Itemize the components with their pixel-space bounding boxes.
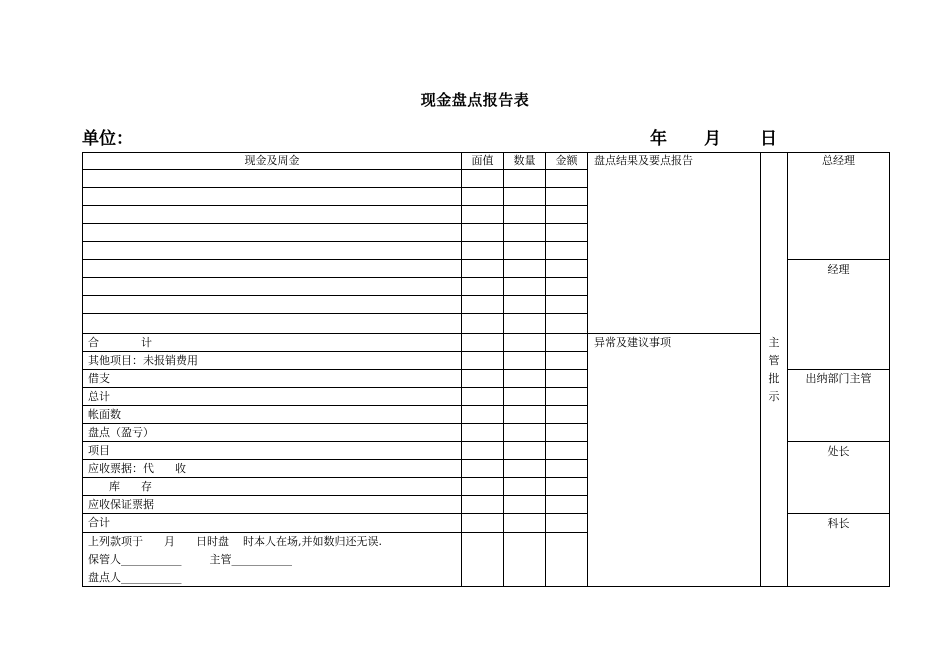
row-label-count-diff: 盘点（盈亏） [88, 426, 154, 439]
approval-char: 管 [768, 354, 780, 367]
row-line [82, 259, 587, 260]
row-line [82, 423, 587, 424]
row-label-guarantee-notes: 应收保证票据 [88, 498, 154, 511]
sign-manager: 经理 [827, 263, 850, 276]
form-border-top [82, 152, 890, 153]
unit-label: 单位： [82, 129, 133, 149]
header-anomaly: 异常及建议事项 [594, 336, 671, 349]
row-label-stock: 库 存 [88, 480, 152, 493]
header-cash: 现金及周金 [244, 154, 300, 167]
col-line-approval-left [760, 152, 761, 587]
row-line [82, 513, 587, 514]
date-day-label: 日 [760, 129, 777, 149]
row-label-subtotal: 合 计 [88, 336, 152, 349]
row-line [82, 241, 587, 242]
form-border-bottom [82, 586, 890, 587]
approval-char: 示 [768, 390, 780, 403]
approval-char: 主 [768, 336, 780, 349]
footer-statement: 上列款项于 月 日时盘 时本人在场,并如数归还无误. [88, 535, 382, 548]
row-line [82, 495, 587, 496]
row-label-total: 合计 [88, 516, 110, 529]
row-line [82, 405, 587, 406]
date-month-label: 月 [704, 129, 721, 149]
row-label-notes-collect: 应收票据：代 收 [88, 462, 186, 475]
row-label-other-items: 其他项目：未报销费用 [88, 354, 198, 367]
sign-line [787, 513, 890, 514]
sign-line [787, 259, 890, 260]
row-line [82, 441, 587, 442]
date-year-label: 年 [650, 129, 667, 149]
row-line [82, 169, 587, 170]
row-label-item: 项目 [88, 444, 110, 457]
header-quantity: 数量 [513, 154, 536, 167]
footer-counter: 盘点人___________ [88, 571, 182, 584]
row-label-book-amount: 帐面数 [88, 408, 121, 421]
row-line-total [82, 333, 760, 334]
row-label-advance: 借支 [88, 372, 110, 385]
row-line [82, 369, 587, 370]
row-line [82, 477, 587, 478]
header-amount: 金额 [555, 154, 578, 167]
row-line [82, 205, 587, 206]
header-count-result: 盘点结果及要点报告 [594, 154, 693, 167]
sign-line [787, 441, 890, 442]
row-line [82, 313, 587, 314]
page-title: 现金盘点报告表 [420, 91, 530, 109]
row-line [82, 223, 587, 224]
sign-general-manager: 总经理 [822, 154, 855, 167]
sign-division-chief: 处长 [827, 445, 850, 458]
header-face-value: 面值 [471, 154, 494, 167]
row-label-grand-total: 总计 [88, 390, 110, 403]
row-line [82, 187, 587, 188]
approval-char: 批 [768, 372, 780, 385]
row-line [82, 387, 587, 388]
sign-line [787, 369, 890, 370]
sign-section-chief: 科长 [827, 517, 850, 530]
col-line-report [587, 152, 588, 587]
footer-keeper-supervisor: 保管人___________ 主管___________ [88, 553, 292, 566]
row-line [82, 277, 587, 278]
sign-cashier-head: 出纳部门主管 [805, 372, 872, 385]
row-line [82, 351, 587, 352]
row-line [82, 295, 587, 296]
row-line [82, 459, 587, 460]
row-line [82, 532, 587, 533]
